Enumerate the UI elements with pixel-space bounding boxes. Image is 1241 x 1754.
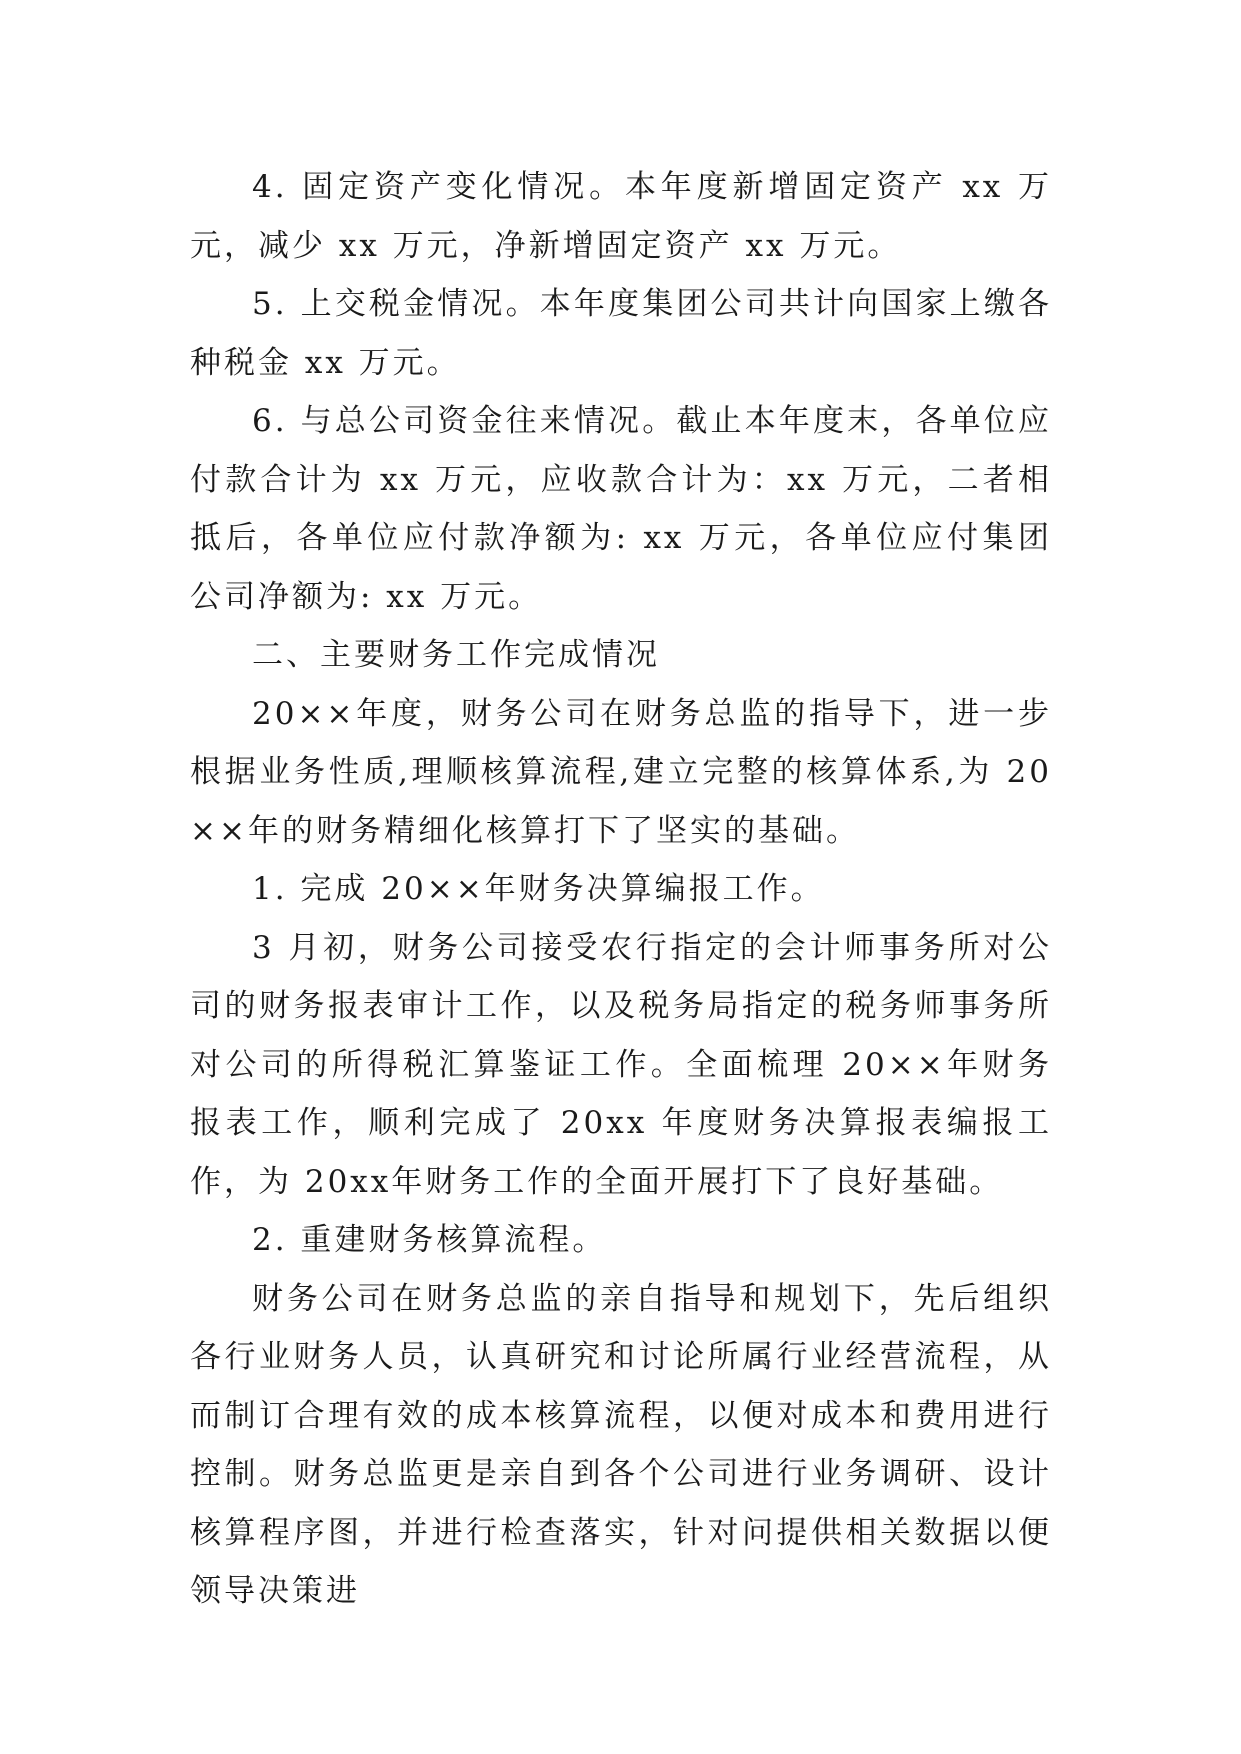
paragraph-cost-accounting: 财务公司在财务总监的亲自指导和规划下，先后组织各行业财务人员，认真研究和讨论所属行业经营流程，从而制订合理有效的成本核算流程，以便对成本和费用进行控制。财务总监更是亲自到各个公司进行业务调研、设计核算程序图，并进行检查落实，针对问提供相关数据以便领导决策进 <box>190 1280 1052 1609</box>
item-heading-accounting-process: 2. 重建财务核算流程。 <box>252 1222 607 1258</box>
section-heading: 二、主要财务工作完成情况 <box>252 637 660 673</box>
paragraph-fund-transactions: 6. 与总公司资金往来情况。截止本年度末，各单位应付款合计为 xx 万元，应收款合计为：xx 万元，二者相抵后，各单位应付款净额为: xx 万元，各单位应付集团公司净额为: xx 万元。 <box>190 403 1052 615</box>
item-heading-final-accounts: 1. 完成 20××年财务决算编报工作。 <box>252 871 825 907</box>
paragraph-audit-work: 3 月初，财务公司接受农行指定的会计师事务所对公司的财务报表审计工作，以及税务局指定的税务师事务所对公司的所得税汇算鉴证工作。全面梳理 20××年财务报表工作，顺利完成了 20xx 年度财务决算报表编报工作，为 20xx年财务工作的全面开展打下了良好基础。 <box>190 929 1052 1200</box>
paragraph-taxes: 5. 上交税金情况。本年度集团公司共计向国家上缴各种税金 xx 万元。 <box>190 286 1052 381</box>
paragraph-year-summary: 20××年度，财务公司在财务总监的指导下，进一步根据业务性质,理顺核算流程,建立完整的核算体系,为 20××年的财务精细化核算打下了坚实的基础。 <box>190 695 1052 849</box>
document-body <box>190 158 1052 1621</box>
paragraph-fixed-assets: 4. 固定资产变化情况。本年度新增固定资产 xx 万元，减少 xx 万元，净新增固定资产 xx 万元。 <box>190 169 1052 264</box>
